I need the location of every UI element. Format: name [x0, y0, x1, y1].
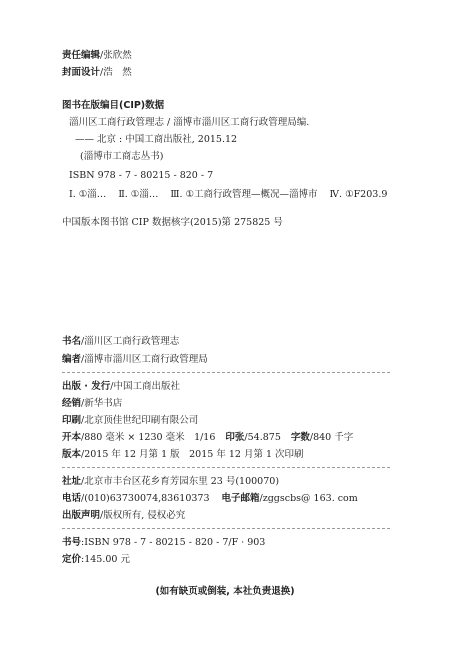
- cip-title-line: 淄川区工商行政管理志 / 淄博市淄川区工商行政管理局编.: [69, 117, 310, 128]
- publisher-value: 中国工商出版社: [113, 381, 180, 392]
- sheets-value: 54.875: [247, 432, 281, 443]
- class-1: Ⅰ. ①淄…: [69, 189, 107, 200]
- edition-line: 版本/2015 年 12 月第 1 版 2015 年 12 月第 1 次印刷: [62, 449, 304, 460]
- sheets-label: 印张: [225, 432, 245, 443]
- cip-series-line: (淄博市工商志丛书): [80, 151, 164, 162]
- isbn-value: ISBN 978 - 7 - 80215 - 820 - 7/F · 903: [84, 537, 266, 548]
- statement-value: 版权所有, 侵权必究: [103, 510, 186, 521]
- cover-designer-line: 封面设计/浩 然: [62, 67, 132, 78]
- book-author-label: 编者: [62, 354, 82, 365]
- statement-line: 出版声明/版权所有, 侵权必究: [62, 510, 186, 521]
- address-label: 社址: [62, 476, 82, 487]
- distributor-line: 经销/新华书店: [62, 398, 123, 409]
- words-label: 字数: [290, 432, 310, 443]
- class-3: Ⅲ. ①工商行政管理—概况—淄博市: [170, 189, 318, 200]
- distributor-value: 新华书店: [84, 398, 123, 409]
- address-line: 社址/北京市丰台区花乡育芳园东里 23 号(100070): [62, 476, 280, 487]
- divider-3: [62, 528, 390, 529]
- isbn-label: 书号: [62, 537, 82, 548]
- isbn-line: 书号:ISBN 978 - 7 - 80215 - 820 - 7/F · 903: [62, 537, 266, 548]
- format-line: 开本/880 毫米 × 1230 毫米 1/16 印张/54.875 字数/840 千字: [62, 432, 354, 443]
- cover-label: 封面设计: [62, 67, 101, 78]
- price-label: 定价: [62, 554, 82, 565]
- divider-1: [62, 372, 390, 373]
- publisher-label: 出版 · 发行: [62, 381, 111, 392]
- editor-label: 责任编辑: [62, 50, 101, 61]
- format-value: 880 毫米 × 1230 毫米 1/16: [84, 432, 216, 443]
- phone-value: (010)63730074,83610373: [84, 493, 210, 504]
- cip-isbn: ISBN 978 - 7 - 80215 - 820 - 7: [69, 170, 214, 181]
- printer-label: 印刷: [62, 415, 82, 426]
- email-value: zggscbs@ 163. com: [262, 493, 358, 504]
- book-author-line: 编者/淄博市淄川区工商行政管理局: [62, 354, 208, 365]
- statement-label: 出版声明: [62, 510, 101, 521]
- phone-email-line: 电话/(010)63730074,83610373 电子邮箱/zggscbs@ 163. com: [62, 493, 358, 504]
- price-line: 定价:145.00 元: [62, 554, 130, 565]
- price-value: 145.00 元: [84, 554, 130, 565]
- cip-heading: 图书在版编目(CIP)数据: [62, 100, 165, 111]
- return-notice: (如有缺页或倒装, 本社负责退换): [155, 586, 295, 597]
- cip-publisher-line: —— 北京 : 中国工商出版社, 2015.12: [75, 134, 238, 145]
- edition-value: 2015 年 12 月第 1 版 2015 年 12 月第 1 次印刷: [84, 449, 304, 460]
- publisher-line: 出版 · 发行/中国工商出版社: [62, 381, 180, 392]
- class-2: Ⅱ. ①淄…: [118, 189, 159, 200]
- cip-core-number: 中国版本图书馆 CIP 数据核字(2015)第 275825 号: [62, 217, 283, 228]
- edition-label: 版本: [62, 449, 82, 460]
- editor-line: 责任编辑/张欣然: [62, 50, 132, 61]
- book-title-value: 淄川区工商行政管理志: [84, 336, 180, 347]
- address-value: 北京市丰台区花乡育芳园东里 23 号(100070): [84, 476, 280, 487]
- editor-name: 张欣然: [103, 50, 132, 61]
- email-label: 电子邮箱: [221, 493, 260, 504]
- phone-label: 电话: [62, 493, 82, 504]
- cip-classification-line: [69, 189, 387, 201]
- book-title-label: 书名: [62, 336, 82, 347]
- format-label: 开本: [62, 432, 82, 443]
- book-author-value: 淄博市淄川区工商行政管理局: [84, 354, 208, 365]
- divider-2: [62, 467, 390, 468]
- words-value: 840 千字: [313, 432, 354, 443]
- cover-name: 浩 然: [103, 67, 132, 78]
- distributor-label: 经销: [62, 398, 82, 409]
- class-4: Ⅳ. ①F203.9: [329, 189, 388, 200]
- printer-value: 北京顶佳世纪印刷有限公司: [84, 415, 199, 426]
- book-title-line: 书名/淄川区工商行政管理志: [62, 336, 180, 347]
- printer-line: 印刷/北京顶佳世纪印刷有限公司: [62, 415, 199, 426]
